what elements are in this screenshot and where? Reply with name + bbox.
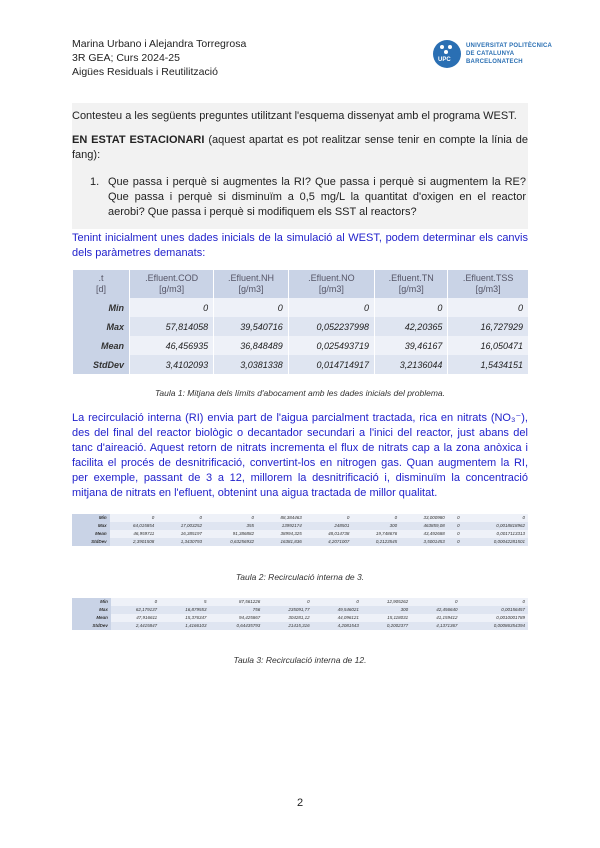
- table-cell: 0: [352, 514, 400, 522]
- table-cell: 0: [205, 514, 257, 522]
- section-title: EN ESTAT ESTACIONARI: [72, 134, 205, 146]
- answer-intro: Tenint inicialment unes dades inicials de la simulació al WEST, podem determinar els canvis dels paràmetres demanats:: [72, 232, 528, 259]
- table-cell: 0,014714917: [288, 355, 374, 374]
- table-1-column-header: .Efluent.TSS [g/m3]: [448, 270, 528, 298]
- upc-logo-text: UNIVERSITAT POLITÈCNICA DE CATALUNYA BARCELONATECH: [466, 43, 553, 65]
- table-cell: 355: [205, 522, 257, 530]
- table-row: [72, 614, 528, 622]
- table-cell: 38994,325: [257, 530, 305, 538]
- table-cell: 0: [263, 598, 312, 606]
- table-cell: 1,4166103: [160, 622, 209, 630]
- table-cell: 0,2123545: [352, 538, 400, 546]
- table-cell: 0,00086354394: [460, 622, 528, 630]
- table-cell: 19,748676: [352, 530, 400, 538]
- table-cell: 87,561226: [209, 598, 263, 606]
- row-label: Mean: [73, 336, 130, 355]
- table-cell: 3,2136044: [375, 355, 448, 374]
- table-1-column-header: .Efluent.TN [g/m3]: [375, 270, 448, 298]
- table-row: [73, 298, 529, 317]
- row-label: Min: [72, 514, 110, 522]
- table-cell: 0: [463, 514, 528, 522]
- row-label: Max: [72, 522, 110, 530]
- table-cell: 47,916611: [111, 614, 160, 622]
- row-label: Max: [72, 606, 111, 614]
- table-cell: 4,2081543: [313, 622, 362, 630]
- table-cell: 2,3901508: [110, 538, 158, 546]
- table-cell: 0,00042281501: [463, 538, 528, 546]
- table-2: [72, 514, 528, 546]
- section-description: (aquest apartat es pot realitzar sense tenir en compte la línia de fang):: [72, 134, 528, 161]
- table-cell: 0: [448, 538, 463, 546]
- table-1: [72, 270, 528, 374]
- table-row: [72, 622, 528, 630]
- table-cell: 0,0017113313: [463, 530, 528, 538]
- table-1-column-header: .Efluent.NH [g/m3]: [214, 270, 289, 298]
- table-cell: 0: [448, 514, 463, 522]
- table-cell: 3,0381338: [214, 355, 289, 374]
- table-row: [73, 317, 529, 336]
- table-1-caption: Taula 1: Mitjana dels límits d'abocament amb les dades inicials del problema.: [155, 388, 445, 398]
- table-cell: 300: [362, 606, 411, 614]
- table-cell: 94,425867: [209, 614, 263, 622]
- table-row: [72, 606, 528, 614]
- table-cell: 0,63256932: [205, 538, 257, 546]
- table-cell: 36,848489: [214, 336, 289, 355]
- table-row: [72, 538, 528, 546]
- table-cell: 48,014738: [305, 530, 353, 538]
- table-cell: 91,386882: [205, 530, 257, 538]
- table-cell: 42,456640: [411, 606, 460, 614]
- table-cell: 16,879553: [160, 606, 209, 614]
- table-cell: 0: [460, 598, 528, 606]
- table-cell: 3,5001453: [400, 538, 448, 546]
- table-row: [72, 522, 528, 530]
- row-label: Min: [72, 598, 111, 606]
- document-header: [72, 37, 246, 79]
- table-cell: 39,540716: [214, 317, 289, 336]
- table-cell: 0,0010001789: [460, 614, 528, 622]
- table-cell: 4,2071007: [305, 538, 353, 546]
- table-cell: 64,015854: [110, 522, 158, 530]
- table-cell: 0,0018818962: [463, 522, 528, 530]
- table-cell: 300: [352, 522, 400, 530]
- table-cell: 0: [157, 514, 205, 522]
- table-cell: 0: [375, 298, 448, 317]
- row-label: Mean: [72, 614, 111, 622]
- table-cell: 0: [288, 298, 374, 317]
- table-cell: 16,727929: [448, 317, 528, 336]
- table-cell: 42,20365: [375, 317, 448, 336]
- table-cell: 2,4415847: [111, 622, 160, 630]
- table-cell: 1,5434151: [448, 355, 528, 374]
- table-cell: 17,003252: [157, 522, 205, 530]
- question-text: Que passa i perquè si augmentes la RI? Que passa i perquè si augmentem la RE? Que passa i perquè si disminuïm a 0,5 mg/L la quantitat d'oxigen en el reactor aerobi? Que passa i perquè si modifiquem els SST al reactors?: [108, 176, 526, 218]
- question-block: [72, 166, 528, 229]
- table-row: [72, 530, 528, 538]
- table-cell: 0: [110, 514, 158, 522]
- question-number: 1.: [90, 176, 100, 188]
- table-cell: 39,46167: [375, 336, 448, 355]
- table-1-column-header: .Efluent.COD [g/m3]: [130, 270, 214, 298]
- table-row: [72, 514, 528, 522]
- upc-logo: [433, 40, 563, 70]
- table-2-caption: Taula 2: Recirculació interna de 3.: [235, 572, 365, 582]
- table-row: [72, 598, 528, 606]
- table-cell: 3,4102093: [130, 355, 214, 374]
- table-cell: 16,050471: [448, 336, 528, 355]
- section-block: [72, 128, 528, 170]
- table-cell: 62,179137: [111, 606, 160, 614]
- table-1-header: [73, 270, 529, 298]
- table-1-column-header: .Efluent.NO [g/m3]: [288, 270, 374, 298]
- table-cell: 0: [448, 522, 463, 530]
- table-cell: 463859,08: [400, 522, 448, 530]
- row-label: StdDev: [73, 355, 130, 374]
- table-cell: 57,814058: [130, 317, 214, 336]
- upc-logo-icon: UPC: [433, 40, 461, 68]
- table-cell: 0: [130, 298, 214, 317]
- table-cell: 0: [214, 298, 289, 317]
- table-cell: 235091,77: [263, 606, 312, 614]
- table-cell: 15,376347: [160, 614, 209, 622]
- table-cell: 44,096121: [313, 614, 362, 622]
- table-cell: 43,492688: [400, 530, 448, 538]
- row-label: Max: [73, 317, 130, 336]
- table-cell: 304281,12: [263, 614, 312, 622]
- table-cell: 0: [313, 598, 362, 606]
- table-cell: 0: [305, 514, 353, 522]
- row-label: Min: [73, 298, 130, 317]
- table-cell: 0,025493719: [288, 336, 374, 355]
- table-cell: 12,905262: [362, 598, 411, 606]
- table-cell: 46,959711: [110, 530, 158, 538]
- table-cell: 0: [448, 530, 463, 538]
- table-cell: 15,118031: [362, 614, 411, 622]
- ri-paragraph: La recirculació interna (RI) envia part de l'aigua parcialment tractada, rica en nitrats (NO₃⁻), des del final del reactor biològic o decantador secundari a l'inici del reactor, just abans del tanc d'aireació. Aquest retorn de nitrats incrementa el flux de nitrats cap a la zona anòxica i facilita el procés de desnitrificació, convertint-los en nitrogen gas. Quan augmentem la RI, per exemple, passant de 3 a 12, millorem la desnitrificació i, disminuïm la concentració mitjana de nitrats en l'efluent, obtenint una aigua tractada de millor qualitat.: [72, 412, 528, 499]
- table-cell: 0,00156457: [460, 606, 528, 614]
- table-1-column-header: .t [d]: [73, 270, 130, 298]
- table-cell: 16381,836: [257, 538, 305, 546]
- table-cell: 0,052237998: [288, 317, 374, 336]
- row-label: Mean: [72, 530, 110, 538]
- table-cell: 13992174: [257, 522, 305, 530]
- header-authors: Marina Urbano i Alejandra Torregrosa: [72, 38, 247, 50]
- table-cell: 16,385197: [157, 530, 205, 538]
- row-label: StdDev: [72, 538, 110, 546]
- table-cell: 0: [411, 598, 460, 606]
- table-cell: 756: [209, 606, 263, 614]
- table-cell: 21415,316: [263, 622, 312, 630]
- table-row: [73, 336, 529, 355]
- header-subject: Aigües Residuals i Reutilització: [72, 66, 218, 78]
- row-label: StdDev: [72, 622, 111, 630]
- table-cell: 49,546021: [313, 606, 362, 614]
- page-number: 2: [296, 797, 304, 809]
- table-cell: 88,384463: [257, 514, 305, 522]
- intro-text: Contesteu a les següents preguntes utilitzant l'esquema dissenyat amb el programa WEST.: [72, 110, 517, 122]
- table-cell: 33,000980: [400, 514, 448, 522]
- table-cell: 41,159412: [411, 614, 460, 622]
- table-cell: 248501: [305, 522, 353, 530]
- header-course: 3R GEA; Curs 2024-25: [72, 52, 180, 64]
- table-row: [73, 355, 529, 374]
- table-cell: 4,1371367: [411, 622, 460, 630]
- table-cell: 1,3430793: [157, 538, 205, 546]
- table-cell: 0: [111, 598, 160, 606]
- table-cell: 5: [160, 598, 209, 606]
- table-3-caption: Taula 3: Recirculació interna de 12.: [233, 655, 367, 665]
- table-cell: 0,64435793: [209, 622, 263, 630]
- table-3: [72, 598, 528, 630]
- table-cell: 0: [448, 298, 528, 317]
- table-cell: 46,456935: [130, 336, 214, 355]
- table-cell: 0,2002377: [362, 622, 411, 630]
